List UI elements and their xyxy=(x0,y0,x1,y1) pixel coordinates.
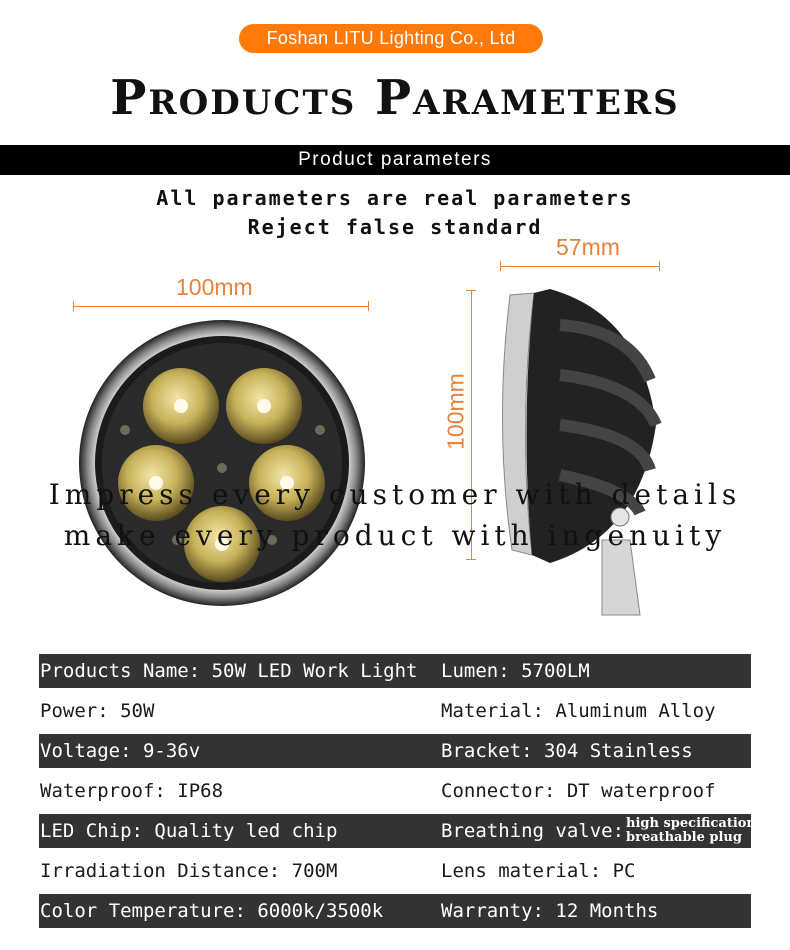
side-height-label: 100mm xyxy=(442,373,469,450)
breathing-valve-note xyxy=(626,817,756,845)
spec-row xyxy=(39,894,751,928)
tagline-2: Reject false standard xyxy=(247,215,543,239)
spec-row xyxy=(39,774,751,808)
side-depth-tick-left xyxy=(500,261,501,271)
spec-right xyxy=(441,814,756,848)
side-depth-label: 57mm xyxy=(556,234,620,260)
spec-right: Bracket: 304 Stainless xyxy=(441,740,693,762)
spec-left: Irradiation Distance: 700M xyxy=(40,860,338,882)
spec-right: Connector: DT waterproof xyxy=(441,780,716,802)
breathing-valve-label: Breathing valve: xyxy=(441,820,625,842)
front-width-label: 100mm xyxy=(176,274,253,300)
spec-left: LED Chip: Quality led chip xyxy=(40,820,338,842)
spec-left: Products Name: 50W LED Work Light xyxy=(40,660,418,682)
spec-left: Color Temperature: 6000k/3500k xyxy=(40,900,384,922)
lamp-side-view-image xyxy=(490,285,670,620)
lamp-front-view-image xyxy=(77,318,367,608)
spec-row xyxy=(39,814,756,848)
spec-right: Warranty: 12 Months xyxy=(441,900,659,922)
spec-left: Voltage: 9-36v xyxy=(40,740,201,762)
spec-right: Lens material: PC xyxy=(441,860,636,882)
overlay-slogan-1: Impress every customer with details xyxy=(48,478,742,511)
spec-left: Power: 50W xyxy=(40,700,155,722)
front-width-tick-left xyxy=(73,301,74,311)
side-depth-tick-right xyxy=(659,261,660,271)
breathing-valve-note-1: high specification xyxy=(626,816,756,831)
spec-row xyxy=(39,694,751,728)
spec-right: Lumen: 5700LM xyxy=(441,660,590,682)
breathing-valve-note-2: breathable plug xyxy=(626,830,742,845)
page-title: Products Parameters xyxy=(110,70,680,126)
spec-row xyxy=(39,734,751,768)
spec-row xyxy=(39,654,751,688)
front-width-line xyxy=(73,306,369,307)
side-depth-line xyxy=(500,266,660,267)
side-height-tick-bottom xyxy=(466,559,476,560)
side-height-tick-top xyxy=(466,290,476,291)
section-band-label: Product parameters xyxy=(298,149,492,170)
spec-row xyxy=(39,854,751,888)
spec-right: Material: Aluminum Alloy xyxy=(441,700,716,722)
overlay-slogan-2: make every product with ingenuity xyxy=(63,519,727,552)
front-width-tick-right xyxy=(368,301,369,311)
tagline-1: All parameters are real parameters xyxy=(156,186,634,210)
spec-left: Waterproof: IP68 xyxy=(40,780,224,802)
company-badge: Foshan LITU Lighting Co., Ltd xyxy=(239,24,543,53)
